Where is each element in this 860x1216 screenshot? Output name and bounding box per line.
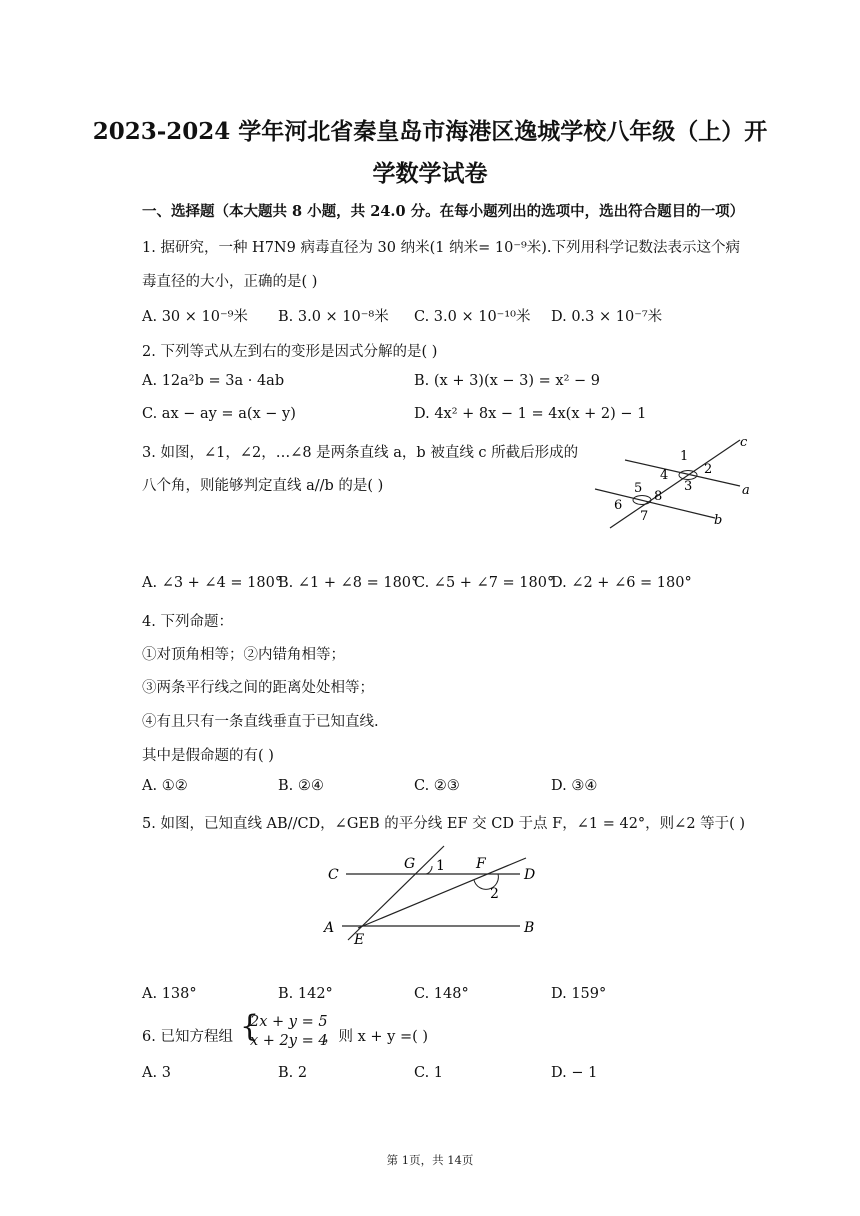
q6-option-d: D. − 1 [551,1065,598,1081]
q6-stem-suffix: ，则 x + y =( ) [324,1029,429,1045]
q3-parallel-lines-figure [590,432,760,532]
q3-label-2: 2 [704,462,713,477]
q5-option-d: D. 159° [551,986,607,1002]
q2-option-c: C. ax − ay = a(x − y) [142,406,296,422]
q5-stem: 5. 如图，已知直线 AB//CD，∠GEB 的平分线 EF 交 CD 于点 F，∠1 = 42°，则∠2 等于( ) [142,816,746,832]
q3-option-d: D. ∠2 + ∠6 = 180° [551,575,692,591]
q5-label-1: 1 [436,858,445,874]
paper-title-line2: 学数学试卷 [372,160,488,187]
q5-option-c: C. 148° [414,986,469,1002]
section-heading: 一、选择题（本大题共 8 小题，共 24.0 分。在每小题列出的选项中，选出符合题目的一项） [142,203,745,220]
q5-label-B: B [524,920,535,936]
q6-stem-prefix: 6. 已知方程组 [142,1029,233,1045]
q5-label-E: E [354,932,365,948]
q3-option-b: B. ∠1 + ∠8 = 180° [278,575,419,591]
q3-label-b: b [714,513,723,528]
q4-item-3: ④有且只有一条直线垂直于已知直线. [142,714,379,730]
q2-option-b: B. (x + 3)(x − 3) = x² − 9 [414,373,600,389]
q3-stem-line2: 八个角，则能够判定直线 a//b 的是( ) [142,478,384,494]
q3-label-c: c [740,435,748,450]
q1-option-a: A. 30 × 10⁻⁹米 [142,309,248,325]
q5-label-2: 2 [490,886,499,902]
q2-stem: 2. 下列等式从左到右的变形是因式分解的是( ) [142,344,438,360]
q3-label-3: 3 [684,479,693,494]
q1-option-c: C. 3.0 × 10⁻¹⁰米 [414,309,531,325]
q4-option-c: C. ②③ [414,778,460,794]
q5-option-a: A. 138° [142,986,197,1002]
q4-option-d: D. ③④ [551,778,598,794]
q3-stem-line1: 3. 如图，∠1，∠2，…∠8 是两条直线 a，b 被直线 c 所截后形成的 [142,445,579,461]
q5-angle-bisector-figure [320,840,550,950]
q1-option-d: D. 0.3 × 10⁻⁷米 [551,309,663,325]
q6-option-a: A. 3 [142,1065,171,1081]
q3-label-5: 5 [634,481,643,496]
q4-stem: 4. 下列命题： [142,614,233,630]
q6-option-c: C. 1 [414,1065,444,1081]
page-number: 第 1页，共 14页 [386,1153,474,1167]
q3-option-a: A. ∠3 + ∠4 = 180° [142,575,283,591]
q4-option-a: A. ①② [142,778,188,794]
q3-label-1: 1 [680,449,689,464]
q2-option-a: A. 12a²b = 3a · 4ab [142,373,285,389]
q1-stem-line2: 毒直径的大小，正确的是( ) [142,274,318,290]
q4-item-2: ③两条平行线之间的距离处处相等； [142,680,374,696]
q3-label-a: a [742,483,750,498]
q3-label-6: 6 [614,498,623,513]
q1-option-b: B. 3.0 × 10⁻⁸米 [278,309,389,325]
q5-option-b: B. 142° [278,986,333,1002]
q5-label-C: C [328,867,339,883]
equation-brace: { [240,1009,260,1044]
q5-label-D: D [524,867,536,883]
q4-ask: 其中是假命题的有( ) [142,748,274,764]
q3-label-4: 4 [660,468,669,483]
q3-option-c: C. ∠5 + ∠7 = 180° [414,575,555,591]
q3-label-7: 7 [640,509,649,524]
q4-item-1: ①对顶角相等；②内错角相等； [142,647,345,663]
q6-option-b: B. 2 [278,1065,308,1081]
q1-stem-line1: 1. 据研究，一种 H7N9 病毒直径为 30 纳米(1 纳米= 10⁻⁹米).下列用科学记数法表示这个病 [142,240,741,256]
q5-label-F: F [476,856,486,872]
q2-option-d: D. 4x² + 8x − 1 = 4x(x + 2) − 1 [414,406,647,422]
q4-option-b: B. ②④ [278,778,324,794]
paper-title-line1: 2023-2024 学年河北省秦皇岛市海港区逸城学校八年级（上）开 [92,118,768,145]
q5-label-G: G [404,856,416,872]
q5-label-A: A [324,920,335,936]
q3-label-8: 8 [654,489,663,504]
q6-equation-1: 2x + y = 5 [250,1014,328,1030]
q6-equation-2: x + 2y = 4 [250,1033,328,1049]
